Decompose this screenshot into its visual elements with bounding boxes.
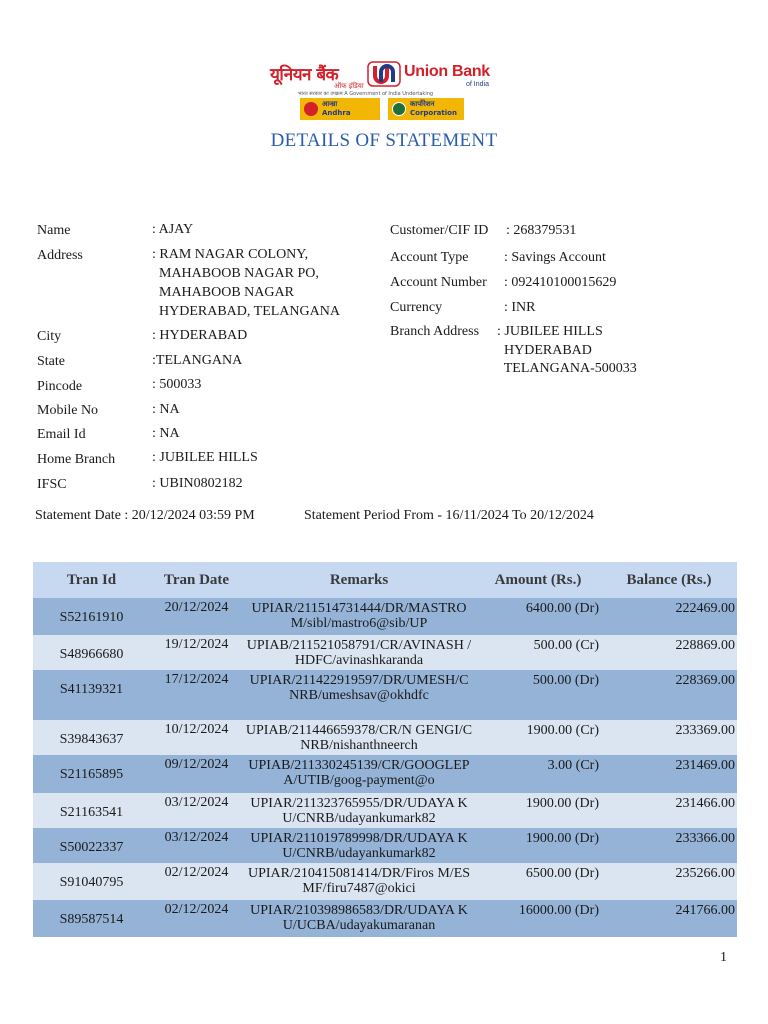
page-title: DETAILS OF STATEMENT [270,130,498,151]
remarks-cell: UPIAR/211422919597/DR/UMESH/CNRB/umeshsav@okhdfc [243,670,475,720]
tran-date-cell: 17/12/2024 [150,670,243,720]
table-row [33,598,737,635]
tran-date-cell: 02/12/2024 [150,863,243,900]
table-row [33,793,737,828]
amount-cell: 1900.00 (Dr) [475,828,601,863]
city-value: : HYDERABAD [152,328,248,343]
bank-name-hindi: यूनियन बैंक [270,65,339,85]
bank-name-hindi-sub: ऑफ इंडिया [334,82,364,90]
corporation-english-label: Corporation [410,109,457,117]
tran-date-cell: 09/12/2024 [150,755,243,793]
statement-period: Statement Period From - 16/11/2024 To 20/12/2024 [304,508,594,523]
amount-cell: 6500.00 (Dr) [475,863,601,900]
table-row [33,755,737,793]
tran-id-cell: S21165895 [33,755,150,793]
amount-cell: 500.00 (Cr) [475,635,601,670]
amount-cell: 1900.00 (Cr) [475,720,601,755]
account-number-value: : 092410100015629 [504,275,617,290]
balance-cell: 222469.00 [601,598,737,635]
bank-tagline: भारत सरकार का उपक्रम A Government of India Undertaking [298,91,434,97]
column-header-amount: Amount (Rs.) [475,562,601,598]
column-header-balance: Balance (Rs.) [601,562,737,598]
tran-date-cell: 02/12/2024 [150,900,243,937]
tran-id-cell: S52161910 [33,598,150,635]
page-number: 1 [720,950,727,965]
balance-cell: 233366.00 [601,828,737,863]
ifsc-label: IFSC [37,477,67,492]
tran-id-cell: S48966680 [33,635,150,670]
cif-label: Customer/CIF ID [390,223,489,238]
amount-cell: 1900.00 (Dr) [475,793,601,828]
transactions-table [33,562,737,937]
table-row [33,635,737,670]
account-type-label: Account Type [390,250,469,265]
balance-cell: 233369.00 [601,720,737,755]
bank-logo [270,60,500,124]
amount-cell: 3.00 (Cr) [475,755,601,793]
tran-id-cell: S89587514 [33,900,150,937]
address-line-4: HYDERABAD, TELANGANA [152,304,340,319]
address-line-3: MAHABOOB NAGAR [152,285,294,300]
ifsc-value: : UBIN0802182 [152,476,243,491]
column-header-tran-date: Tran Date [150,562,243,598]
column-header-remarks: Remarks [243,562,475,598]
branch-address-label: Branch Address [390,324,480,339]
pincode-value: : 500033 [152,377,202,392]
tran-id-cell: S50022337 [33,828,150,863]
state-label: State [37,354,65,369]
remarks-cell: UPIAR/211323765955/DR/UDAYA KU/CNRB/udayankumark82 [243,793,475,828]
account-number-label: Account Number [390,275,487,290]
table-row [33,670,737,720]
balance-cell: 231466.00 [601,793,737,828]
address-line-2: MAHABOOB NAGAR PO, [152,266,319,281]
andhra-hindi-label: आन्ध्रा [322,100,338,108]
tran-date-cell: 03/12/2024 [150,828,243,863]
home-branch-value: : JUBILEE HILLS [152,450,258,465]
tran-date-cell: 10/12/2024 [150,720,243,755]
tran-id-cell: S41139321 [33,670,150,720]
branch-address-line-1: : JUBILEE HILLS [497,324,603,339]
cif-value: : 268379531 [506,223,577,238]
remarks-cell: UPIAR/210415081414/DR/Firos M/ESMF/firu7487@okici [243,863,475,900]
account-type-value: : Savings Account [504,250,606,265]
amount-cell: 6400.00 (Dr) [475,598,601,635]
branch-address-line-2: HYDERABAD [497,343,592,358]
mobile-label: Mobile No [37,403,99,418]
remarks-cell: UPIAR/211514731444/DR/MASTRO M/sibl/mastro6@sib/UP [243,598,475,635]
bank-name-english: Union Bank [404,63,490,80]
state-value: :TELANGANA [152,353,243,368]
remarks-cell: UPIAB/211521058791/CR/AVINASH /HDFC/avinashkaranda [243,635,475,670]
balance-cell: 228869.00 [601,635,737,670]
city-label: City [37,329,62,344]
andhra-english-label: Andhra [322,109,351,117]
balance-cell: 231469.00 [601,755,737,793]
remarks-cell: UPIAB/211330245139/CR/GOOGLEPA/UTIB/goog-payment@o [243,755,475,793]
name-value: : AJAY [152,222,194,237]
remarks-cell: UPIAB/211446659378/CR/N GENGI/CNRB/nishanthneerch [243,720,475,755]
table-row [33,828,737,863]
andhra-bank-icon [304,102,318,116]
address-label: Address [37,248,83,263]
email-label: Email Id [37,427,86,442]
union-bank-logo-icon [366,60,402,88]
column-header-tran-id: Tran Id [33,562,150,598]
corporation-hindi-label: कार्पोरेशन [410,100,435,108]
table-row [33,863,737,900]
table-row [33,900,737,937]
table-header-row [33,562,737,598]
name-label: Name [37,223,71,238]
balance-cell: 241766.00 [601,900,737,937]
tran-id-cell: S91040795 [33,863,150,900]
corporation-bank-icon [392,102,406,116]
currency-label: Currency [390,300,443,315]
currency-value: : INR [504,300,536,315]
tran-date-cell: 19/12/2024 [150,635,243,670]
pincode-label: Pincode [37,379,83,394]
tran-id-cell: S21163541 [33,793,150,828]
balance-cell: 228369.00 [601,670,737,720]
branch-address-line-3: TELANGANA-500033 [497,361,637,376]
home-branch-label: Home Branch [37,452,116,467]
remarks-cell: UPIAR/211019789998/DR/UDAYA KU/CNRB/udayankumark82 [243,828,475,863]
table-row [33,720,737,755]
tran-id-cell: S39843637 [33,720,150,755]
andhra-bank-badge [300,98,380,120]
amount-cell: 16000.00 (Dr) [475,900,601,937]
bank-name-english-sub: of India [466,81,489,88]
mobile-value: : NA [152,402,180,417]
tran-date-cell: 03/12/2024 [150,793,243,828]
tran-date-cell: 20/12/2024 [150,598,243,635]
amount-cell: 500.00 (Dr) [475,670,601,720]
email-value: : NA [152,426,180,441]
corporation-bank-badge [388,98,464,120]
balance-cell: 235266.00 [601,863,737,900]
address-line-1: : RAM NAGAR COLONY, [152,247,309,262]
statement-date: Statement Date : 20/12/2024 03:59 PM [35,508,255,523]
remarks-cell: UPIAR/210398986583/DR/UDAYA KU/UCBA/udayakumaranan [243,900,475,937]
